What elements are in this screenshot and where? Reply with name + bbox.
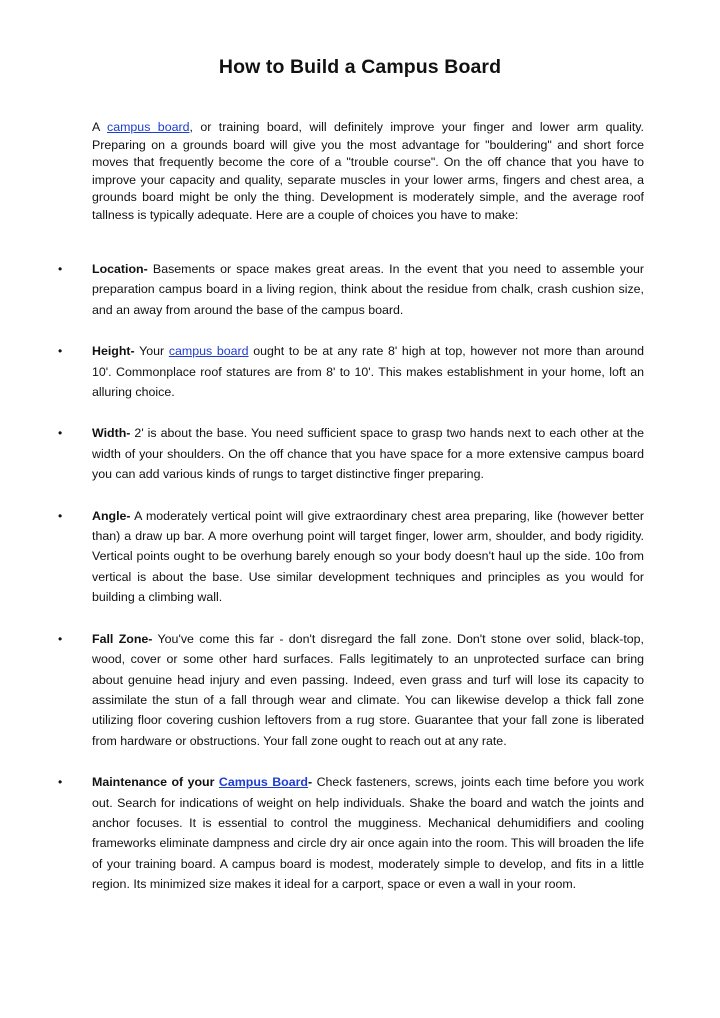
list-item-label: Fall Zone-: [92, 631, 153, 646]
list-item-location: [0, 259, 720, 320]
campus-board-link[interactable]: campus board: [168, 344, 249, 359]
list-item-angle: [0, 506, 720, 608]
page-title: How to Build a Campus Board: [218, 56, 502, 78]
list-item-text: [92, 772, 644, 894]
list-item-body: 2' is about the base. You need sufficient space to grasp two hands next to each other at the width of your shoulders. On the off chance that you have space for a more extensive campus board you can add various kinds of rungs to target distinctive finger preparing.: [92, 426, 644, 482]
campus-board-link[interactable]: campus board: [107, 120, 190, 134]
list-item-label: Location-: [92, 262, 148, 276]
bullet-icon: •: [58, 775, 63, 790]
list-item-label: Height-: [92, 344, 135, 359]
list-item-text: [92, 506, 644, 608]
list-item-fall-zone: [0, 629, 720, 751]
bullet-icon: •: [58, 508, 63, 523]
list-item-text: [92, 341, 644, 402]
intro-text-rest: , or training board, will definitely improve your finger and lower arm quality. Preparing on a grounds board will give you the most advantage for "bouldering" and short force moves that frequently become the core of a "trouble course". On the off chance that you have to improve your capacity and quality, separate muscles in your lower arms, fingers and chest area, a grounds board might be only the thing. Development is moderately simple, and the average roof tallness is typically adequate. Here are a couple of choices you have to make:: [92, 120, 644, 222]
bullet-icon: •: [58, 631, 63, 646]
list-item-body-start: Your: [134, 344, 169, 359]
list-item-text: [92, 423, 644, 484]
list-item-maintenance: [0, 772, 720, 894]
list-item-label: Angle-: [92, 508, 131, 523]
list-item-label: Width-: [92, 426, 131, 441]
list-item-label: Maintenance of your: [92, 775, 219, 790]
bullet-icon: •: [58, 344, 63, 359]
list-item-body-rest: ought to be at any rate 8' high at top, however not more than around 10'. Commonplace roof statures are from 8' to 10'. This makes establishment in your home, loft an alluring choice.: [92, 344, 644, 400]
intro-text-start: A: [92, 120, 107, 134]
bullet-icon: •: [58, 262, 63, 276]
list-item-text: [92, 259, 644, 320]
choices-list: [0, 259, 720, 916]
list-item-width: [0, 423, 720, 484]
list-item-body: Check fasteners, screws, joints each time before you work out. Search for indications of weight on help individuals. Shake the board and watch the joints and anchor focuses. It is essential to control the mugginess. Mechanical dehumidifiers and cooling frameworks eliminate dampness and circle dry air once again into the room. This will broaden the life of your training board. A campus board is modest, moderately simple to develop, and fits in a little region. Its minimized size makes it ideal for a carport, space or even a wall in your room.: [92, 775, 644, 892]
list-item-body: A moderately vertical point will give extraordinary chest area preparing, like (however better than) a draw up bar. A more overhung point will target finger, lower arm, shoulder, and body rigidity. Vertical points ought to be overhung barely enough so your body doesn't haul up the side. 10o from vertical is about the base. Use similar development techniques and principles as you would for building a climbing wall.: [92, 508, 644, 605]
list-item-height: [0, 341, 720, 402]
list-item-dash: -: [308, 775, 313, 790]
campus-board-link[interactable]: Campus Board: [218, 775, 309, 790]
list-item-body: You've come this far - don't disregard the fall zone. Don't stone over solid, black-top, wood, cover or some other hard surfaces. Falls legitimately to an unprotected surface can bring about genuine head injury and even passing. Indeed, even grass and turf will lose its capacity to assimilate the stun of a fall through wear and climate. You can likewise develop a thick fall zone utilizing floor covering cushion leftovers from a rug store. Guarantee that your fall zone is liberated from hardware or obstructions. Your fall zone ought to reach out at any rate.: [92, 631, 644, 748]
intro-paragraph: [92, 119, 644, 225]
list-item-body: Basements or space makes great areas. In the event that you need to assemble your preparation campus board in a living region, think about the residue from chalk, crash cushion size, and an away from around the base of the campus board.: [92, 262, 644, 317]
list-item-text: [92, 629, 644, 751]
bullet-icon: •: [58, 426, 63, 441]
